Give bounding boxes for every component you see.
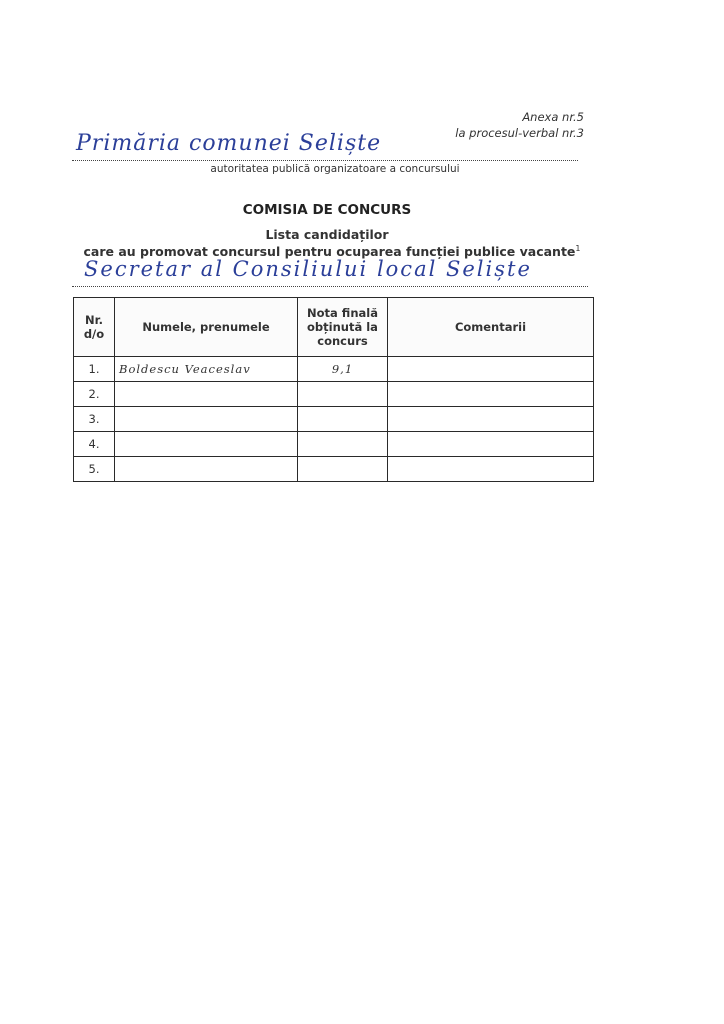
candidate-name: Boldescu Veaceslav — [115, 357, 298, 382]
table-row — [74, 407, 594, 432]
column-header-grade: Nota finală obținută la concurs — [298, 298, 388, 357]
table-row — [74, 432, 594, 457]
table-row — [74, 457, 594, 482]
candidate-name — [115, 432, 298, 457]
position-handwritten-name: Secretar al Consiliului local Seliște — [84, 257, 532, 281]
candidate-comment — [388, 357, 594, 382]
candidate-name — [115, 457, 298, 482]
candidate-grade — [298, 407, 388, 432]
column-header-number: Nr. d/o — [74, 298, 115, 357]
candidate-grade — [298, 457, 388, 482]
candidate-comment — [388, 457, 594, 482]
column-header-comments: Comentarii — [388, 298, 594, 357]
row-number: 2. — [74, 382, 115, 407]
candidate-comment — [388, 407, 594, 432]
candidate-comment — [388, 382, 594, 407]
candidate-grade: 9,1 — [298, 357, 388, 382]
table-row — [74, 382, 594, 407]
footnote-mark: 1 — [575, 244, 581, 253]
commission-heading: COMISIA DE CONCURS — [242, 202, 412, 218]
annex-number: Anexa nr.5 — [522, 110, 584, 124]
list-title: Lista candidaților — [265, 227, 389, 242]
organization-handwritten-name: Primăria comunei Seliște — [76, 131, 382, 156]
candidate-grade — [298, 382, 388, 407]
row-number: 4. — [74, 432, 115, 457]
row-number: 5. — [74, 457, 115, 482]
organization-caption: autoritatea publică organizatoare a concursului — [210, 163, 460, 175]
row-number: 1. — [74, 357, 115, 382]
table-header-row — [74, 298, 594, 357]
annex-reference: la procesul-verbal nr.3 — [455, 126, 584, 140]
candidate-name — [115, 382, 298, 407]
candidates-table — [73, 297, 594, 482]
candidate-grade — [298, 432, 388, 457]
column-header-name: Numele, prenumele — [115, 298, 298, 357]
list-subtitle-text: care au promovat concursul pentru ocuparea funcției publice vacante — [83, 244, 576, 260]
candidate-comment — [388, 432, 594, 457]
row-number: 3. — [74, 407, 115, 432]
candidate-name — [115, 407, 298, 432]
table-row — [74, 357, 594, 382]
